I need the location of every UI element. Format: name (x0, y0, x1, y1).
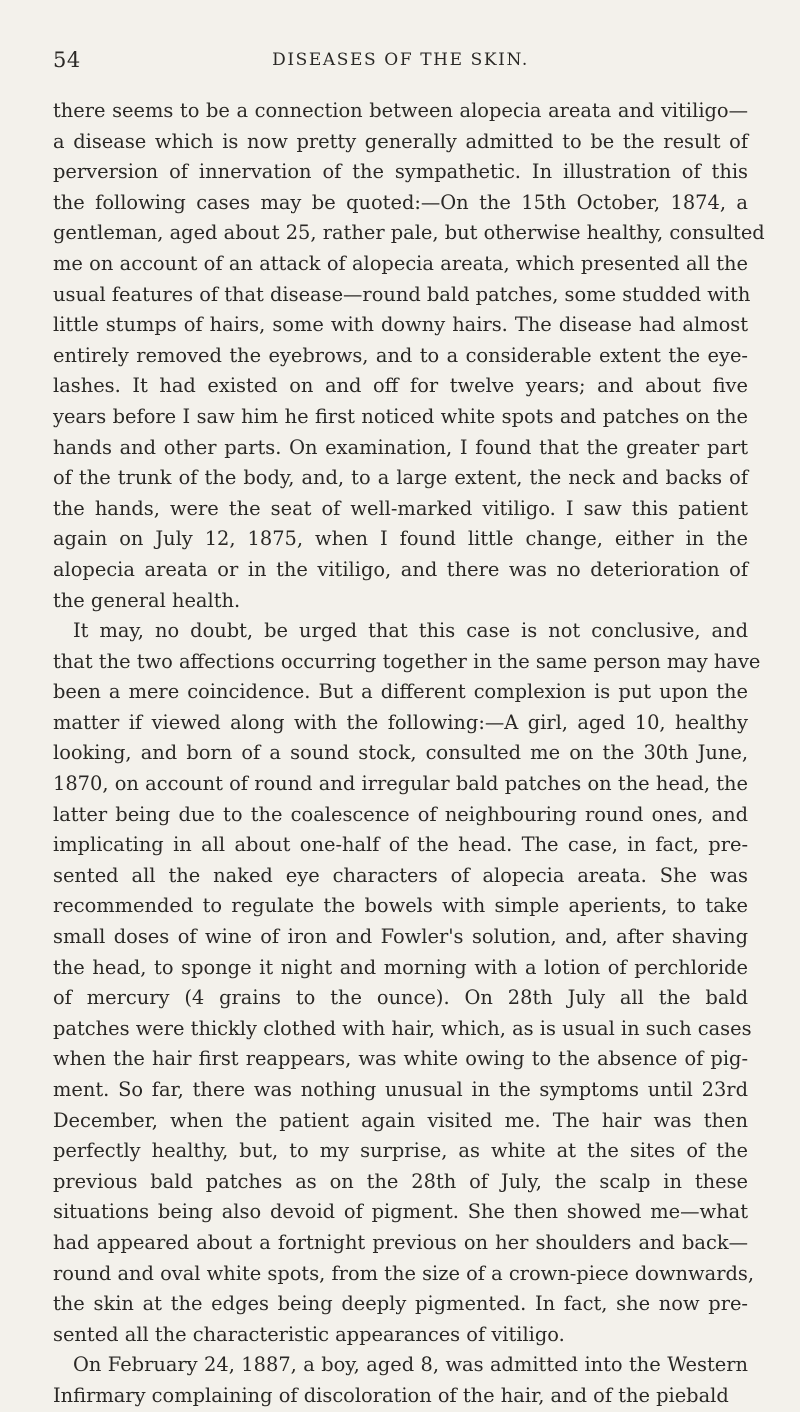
text-line: usual features of that disease—round bald patches, some studded with (53, 282, 751, 306)
text-line: the head, to sponge it night and morning with a lotion of perchloride (53, 955, 748, 979)
text-line: sented all the characteristic appearances of vitiligo. (53, 1322, 565, 1346)
body-text (53, 96, 765, 1412)
running-title: DISEASES OF THE SKIN. (272, 50, 529, 70)
text-line: little stumps of hairs, some with downy hairs. The disease had almost (53, 313, 748, 337)
paragraph (53, 96, 765, 616)
text-line: ment. So far, there was nothing unusual in the symptoms until 23rd (53, 1078, 748, 1101)
text-line: the hands, were the seat of well-marked vitiligo. I saw this patient (53, 496, 748, 520)
text-line: 1870, on account of round and irregular bald patches on the head, the (53, 772, 748, 796)
text-line: of mercury (4 grains to the ounce). On 28th July all the bald (53, 986, 748, 1010)
text-line: the general health. (53, 588, 241, 612)
text-line: latter being due to the coalescence of neighbouring round ones, and (53, 802, 748, 826)
text-line: alopecia areata or in the vitiligo, and there was no deterioration of (53, 557, 748, 581)
text-line: the skin at the edges being deeply pigmented. In fact, she now pre- (53, 1292, 748, 1316)
text-line: recommended to regulate the bowels with simple aperients, to take (53, 894, 748, 918)
text-line: gentleman, aged about 25, rather pale, but otherwise healthy, consulted (53, 221, 765, 245)
text-line: years before I saw him he first noticed white spots and patches on the (53, 404, 748, 428)
text-line: matter if viewed along with the following:—A girl, aged 10, healthy (53, 710, 748, 734)
running-head (53, 48, 748, 78)
text-line: round and oval white spots, from the size of a crown-piece downwards, (53, 1261, 754, 1285)
text-line: It may, no doubt, be urged that this case is not conclusive, and (73, 619, 748, 643)
text-line: a disease which is now pretty generally admitted to be the result of (53, 129, 748, 153)
text-line: the following cases may be quoted:—On the 15th October, 1874, a (53, 190, 748, 214)
text-line: Infirmary complaining of discoloration of the hair, and of the piebald (53, 1383, 729, 1407)
text-line: patches were thickly clothed with hair, which, as is usual in such cases (53, 1016, 752, 1040)
text-line: December, when the patient again visited me. The hair was then (53, 1108, 748, 1132)
text-line: again on July 12, 1875, when I found little change, either in the (53, 527, 748, 551)
text-line: On February 24, 1887, a boy, aged 8, was admitted into the Western (73, 1353, 748, 1377)
paragraph (53, 1350, 748, 1411)
text-line: been a mere coincidence. But a different complexion is put upon the (53, 680, 748, 704)
text-line: situations being also devoid of pigment. She then showed me—what (53, 1200, 748, 1224)
text-line: looking, and born of a sound stock, consulted me on the 30th June, (53, 741, 748, 765)
text-line: implicating in all about one-half of the head. The case, in fact, pre- (53, 833, 748, 857)
text-line: had appeared about a fortnight previous on her shoulders and back— (53, 1230, 748, 1254)
text-line: perversion of innervation of the sympathetic. In illustration of this (53, 160, 748, 184)
text-line: perfectly healthy, but, to my surprise, as white at the sites of the (53, 1139, 748, 1163)
text-line: me on account of an attack of alopecia areata, which presented all the (53, 251, 748, 275)
page-number: 54 (53, 48, 81, 72)
text-line: entirely removed the eyebrows, and to a considerable extent the eye- (53, 343, 748, 367)
paragraph (53, 616, 761, 1350)
text-line: of the trunk of the body, and, to a large extent, the neck and backs of (53, 466, 748, 490)
text-line: that the two affections occurring together in the same person may have (53, 649, 761, 673)
text-line: small doses of wine of iron and Fowler's solution, and, after shaving (53, 925, 748, 949)
text-line: lashes. It had existed on and off for twelve years; and about five (53, 374, 748, 398)
text-line: previous bald patches as on the 28th of July, the scalp in these (53, 1169, 748, 1193)
text-line: there seems to be a connection between alopecia areata and vitiligo— (53, 99, 748, 122)
text-line: sented all the naked eye characters of alopecia areata. She was (53, 863, 748, 887)
text-line: hands and other parts. On examination, I found that the greater part (53, 435, 748, 459)
text-line: when the hair first reappears, was white owing to the absence of pig- (53, 1047, 748, 1071)
